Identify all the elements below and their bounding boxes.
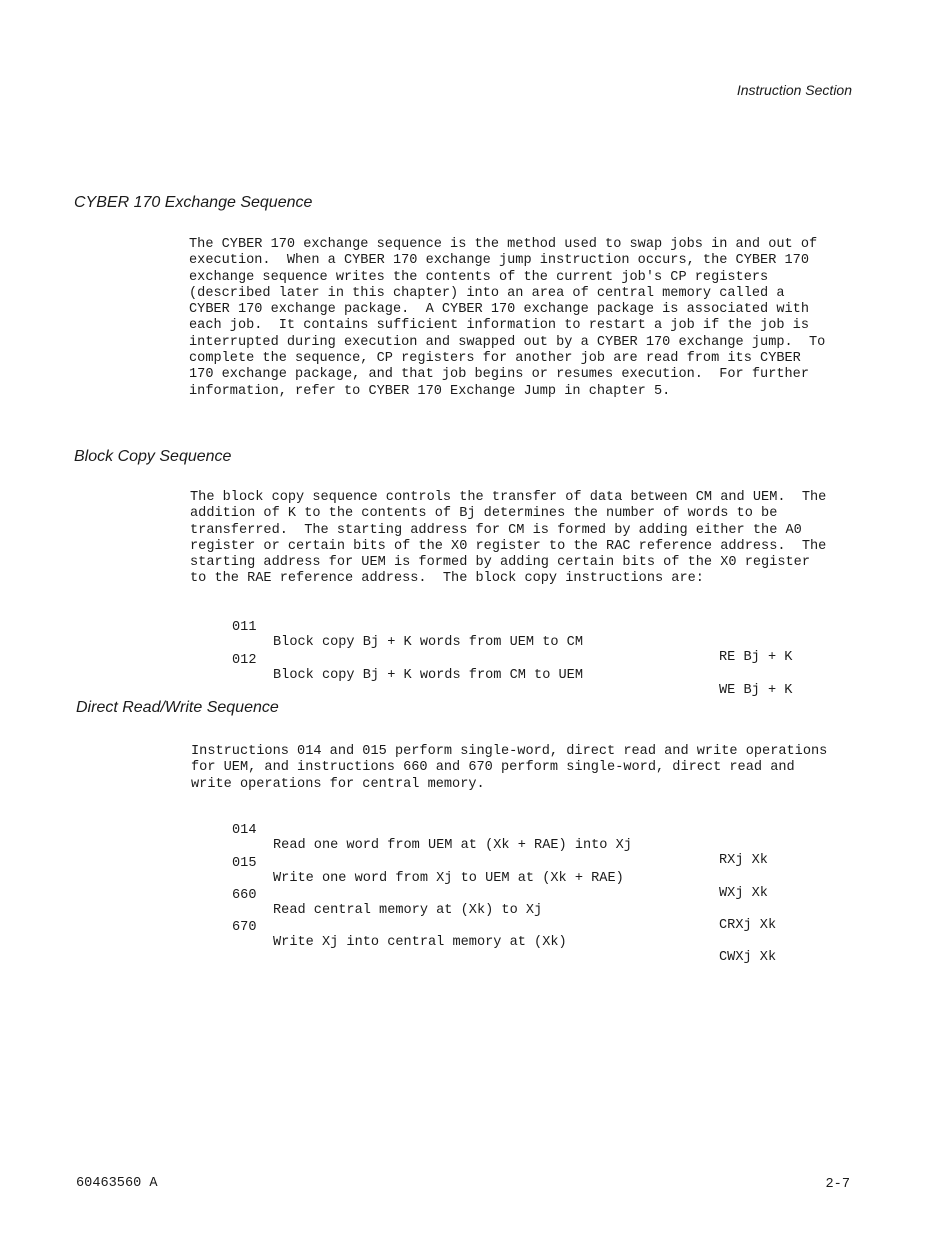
section-title-direct-read-write: Direct Read/Write Sequence xyxy=(76,699,279,716)
instruction-mnemonic: RE Bj + K xyxy=(719,650,793,665)
instruction-mnemonic: WE Bj + K xyxy=(719,683,793,698)
paragraph-exchange-sequence: The CYBER 170 exchange sequence is the method used to swap jobs in and out of execution. When a CYBER 170 exchange jump instruction occurs, the CYBER 170 exchange sequence writes the contents of the current job's CP registers (described later in this chapter) into an area of central memory called a CYBER 170 exchange package. A CYBER 170 exchange package is associated with each job. It contains sufficient information to restart a job if the job is interrupted during execution and swapped out by a CYBER 170 exchange jump. To complete the sequence, CP registers for another job are read from its CYBER 170 exchange package, and that job begins or resumes execution. For further information, refer to CYBER 170 Exchange Jump in chapter 5. xyxy=(189,237,826,399)
instruction-code: 670 xyxy=(232,920,257,935)
instruction-description: Write Xj into central memory at (Xk) xyxy=(273,935,567,950)
running-header: Instruction Section xyxy=(736,82,852,98)
instruction-description: Read one word from UEM at (Xk + RAE) into Xj xyxy=(273,838,632,853)
instruction-description: Block copy Bj + K words from CM to UEM xyxy=(273,668,583,683)
document-number: 60463560 A xyxy=(76,1176,158,1191)
instruction-code: 015 xyxy=(232,856,257,871)
instruction-code: 014 xyxy=(232,823,257,838)
instruction-code: 011 xyxy=(232,620,257,635)
page-number: 2-7 xyxy=(825,1177,850,1192)
section-title-block-copy: Block Copy Sequence xyxy=(74,448,232,465)
instruction-mnemonic: WXj Xk xyxy=(719,886,768,901)
instruction-code: 660 xyxy=(232,888,257,903)
section-title-exchange-sequence: CYBER 170 Exchange Sequence xyxy=(74,194,313,211)
instruction-mnemonic: CWXj Xk xyxy=(719,950,777,965)
instruction-description: Block copy Bj + K words from UEM to CM xyxy=(273,635,583,650)
paragraph-direct-read-write: Instructions 014 and 015 perform single-word, direct read and write operations for UEM, and instructions 660 and 670 perform single-word, direct read and write operations for central memory. xyxy=(191,744,828,792)
instruction-description: Write one word from Xj to UEM at (Xk + RAE) xyxy=(273,871,624,886)
paragraph-block-copy: The block copy sequence controls the transfer of data between CM and UEM. The addition of K to the contents of Bj determines the number of words to be transferred. The starting address for CM is formed by adding either the A0 register or certain bits of the X0 register to the RAC reference address. The starting address for UEM is formed by adding certain bits of the X0 register to the RAE reference address. The block copy instructions are: xyxy=(190,490,827,587)
instruction-description: Read central memory at (Xk) to Xj xyxy=(273,903,543,918)
instruction-mnemonic: CRXj Xk xyxy=(719,918,777,933)
instruction-code: 012 xyxy=(232,653,257,668)
instruction-mnemonic: RXj Xk xyxy=(719,853,768,868)
